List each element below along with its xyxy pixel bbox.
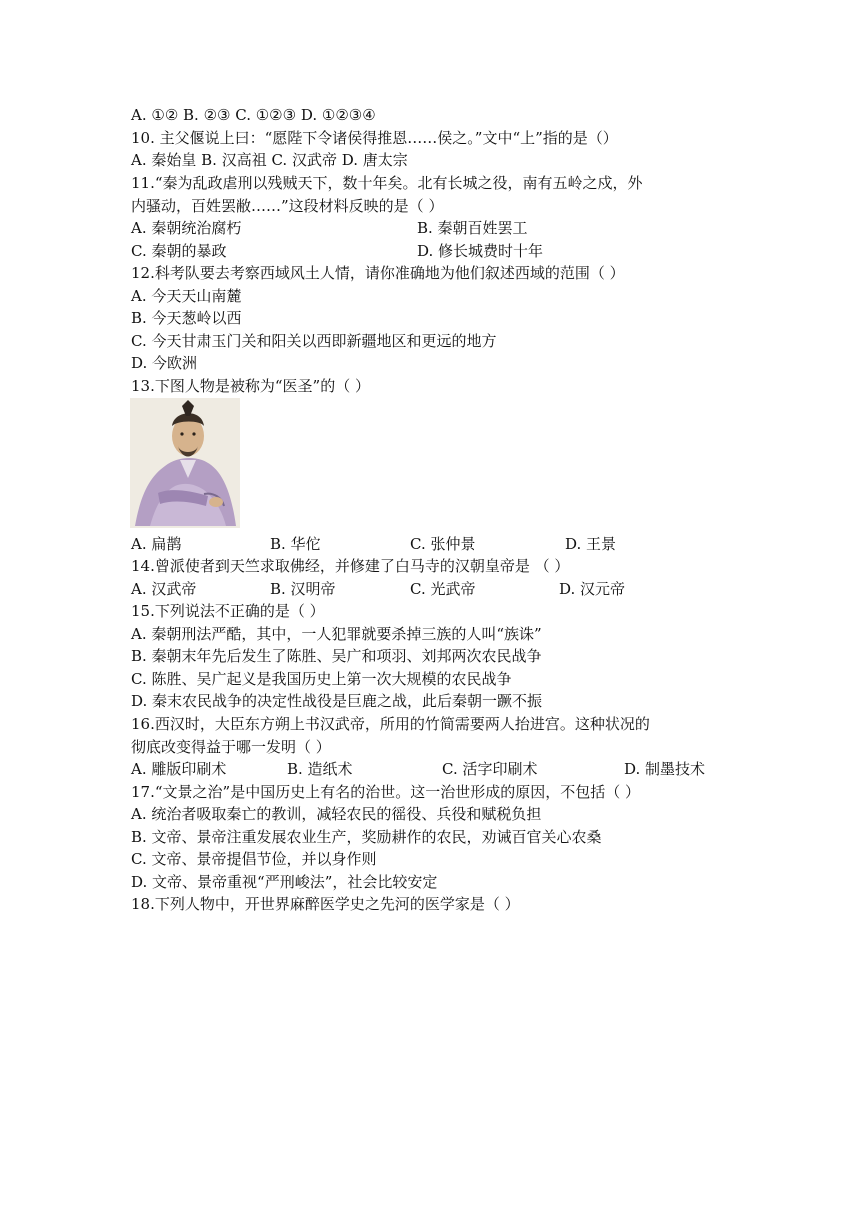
- q15-option-b: B. 秦朝末年先后发生了陈胜、吴广和项羽、刘邦两次农民战争: [131, 647, 542, 665]
- q16-option-d: D. 制墨技术: [624, 760, 706, 778]
- q15-stem: 15.下列说法不正确的是（ ）: [131, 602, 325, 620]
- q17-option-d: D. 文帝、景帝重视“严刑峻法”，社会比较安定: [131, 873, 438, 891]
- q13-option-c: C. 张仲景: [410, 535, 476, 553]
- q11-stem-line1: 11.“秦为乱政虐刑以残贼天下，数十年矣。北有长城之役，南有五岭之戍，外: [131, 174, 643, 192]
- q18-stem: 18.下列人物中，开世界麻醉医学史之先河的医学家是（ ）: [131, 895, 520, 913]
- q12-stem: 12.科考队要去考察西域风土人情，请你准确地为他们叙述西域的范围（ ）: [131, 264, 625, 282]
- q10-stem: 10. 主父偃说上曰：“愿陛下令诸侯得推恩……侯之。”文中“上”指的是（）: [131, 129, 618, 147]
- q11-option-b: B. 秦朝百姓罢工: [417, 219, 528, 237]
- q13-option-b: B. 华佗: [270, 535, 321, 553]
- q14-option-d: D. 汉元帝: [559, 580, 626, 598]
- q9-options: A. ①② B. ②③ C. ①②③ D. ①②③④: [131, 106, 376, 124]
- q15-option-c: C. 陈胜、吴广起义是我国历史上第一次大规模的农民战争: [131, 670, 512, 688]
- q15-option-a: A. 秦朝刑法严酷，其中，一人犯罪就要杀掉三族的人叫“族诛”: [131, 625, 542, 643]
- q16-option-b: B. 造纸术: [287, 760, 353, 778]
- q15-option-d: D. 秦末农民战争的决定性战役是巨鹿之战，此后秦朝一蹶不振: [131, 692, 543, 710]
- q14-stem: 14.曾派使者到天竺求取佛经，并修建了白马寺的汉朝皇帝是 （ ）: [131, 557, 570, 575]
- q16-option-a: A. 雕版印刷术: [131, 760, 227, 778]
- q13-option-a: A. 扁鹊: [131, 535, 182, 553]
- q14-option-c: C. 光武帝: [410, 580, 476, 598]
- q11-stem-line2: 内骚动，百姓罢敝……”这段材料反映的是（ ）: [131, 197, 444, 215]
- q17-option-b: B. 文帝、景帝注重发展农业生产，奖励耕作的农民，劝诫百官关心农桑: [131, 828, 602, 846]
- q10-options: A. 秦始皇 B. 汉高祖 C. 汉武帝 D. 唐太宗: [131, 151, 408, 169]
- q17-option-a: A. 统治者吸取秦亡的教训，减轻农民的徭役、兵役和赋税负担: [131, 805, 542, 823]
- q16-stem-line1: 16.西汉时，大臣东方朔上书汉武帝，所用的竹简需要两人抬进宫。这种状况的: [131, 715, 650, 733]
- q16-stem-line2: 彻底改变得益于哪一发明（ ）: [131, 738, 331, 756]
- q11-option-d: D. 修长城费时十年: [417, 242, 544, 260]
- q16-option-c: C. 活字印刷术: [442, 760, 538, 778]
- q14-option-a: A. 汉武帝: [131, 580, 197, 598]
- q13-stem: 13.下图人物是被称为“医圣”的（ ）: [131, 377, 370, 395]
- q14-option-b: B. 汉明帝: [270, 580, 336, 598]
- physician-portrait-image: [130, 398, 240, 528]
- q12-option-d: D. 今欧洲: [131, 354, 198, 372]
- q12-option-a: A. 今天天山南麓: [131, 287, 242, 305]
- q12-option-c: C. 今天甘肃玉门关和阳关以西即新疆地区和更远的地方: [131, 332, 497, 350]
- q11-option-c: C. 秦朝的暴政: [131, 242, 227, 260]
- q17-option-c: C. 文帝、景帝提倡节俭，并以身作则: [131, 850, 377, 868]
- q12-option-b: B. 今天葱岭以西: [131, 309, 242, 327]
- q17-stem: 17.“文景之治”是中国历史上有名的治世。这一治世形成的原因，不包括（ ）: [131, 783, 640, 801]
- q13-option-d: D. 王景: [565, 535, 617, 553]
- q11-option-a: A. 秦朝统治腐朽: [131, 219, 242, 237]
